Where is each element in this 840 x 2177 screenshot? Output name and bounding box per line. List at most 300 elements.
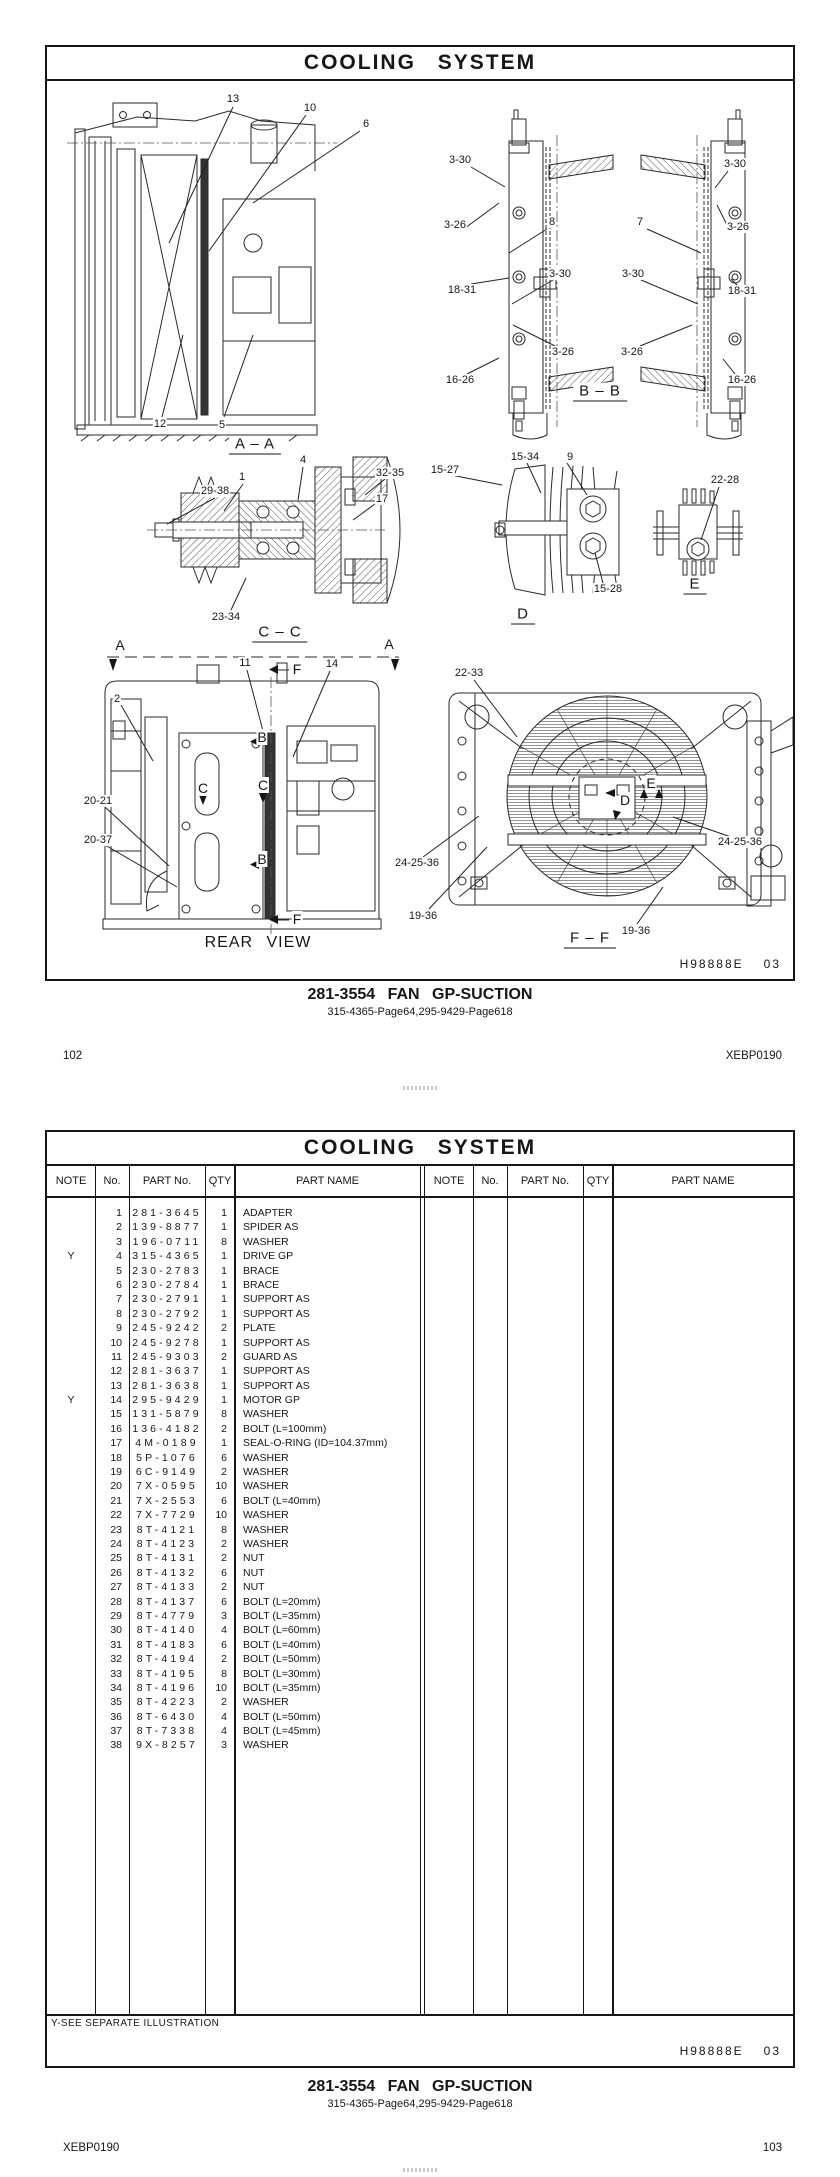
cell-qty: 1 <box>221 1307 227 1320</box>
technical-drawing <box>47 81 793 977</box>
col-header-note: NOTE <box>433 1175 465 1187</box>
figure-caption-subtitle: 315-4365-Page64,295-9429-Page618 <box>327 1006 513 1018</box>
catalog-page-103 <box>45 1130 795 2068</box>
cell-part-name: BOLT (L=50mm) <box>243 1710 321 1723</box>
cell-no: 5 <box>116 1264 122 1277</box>
rear-view-label: REAR VIEW <box>204 934 312 951</box>
cell-part-no: 5P-1076 <box>136 1451 198 1464</box>
callout-7: 7 <box>636 216 644 228</box>
table-row <box>47 1566 420 1580</box>
cell-note <box>47 1220 95 1234</box>
cell-no: 8 <box>116 1307 122 1320</box>
section-letter-c: C <box>197 780 209 796</box>
column-divider <box>612 1166 614 2014</box>
cell-note <box>47 1422 95 1436</box>
cell-note <box>47 1321 95 1335</box>
cell-note <box>47 1580 95 1594</box>
cell-part-name: BOLT (L=35mm) <box>243 1681 321 1694</box>
cell-part-name: SEAL-O-RING (ID=104.37mm) <box>243 1437 388 1450</box>
table-row <box>47 1738 420 1752</box>
cell-part-name: MOTOR GP <box>243 1394 300 1407</box>
cell-part-no: 131-5879 <box>132 1408 202 1421</box>
cell-part-no: 8T-4223 <box>136 1696 198 1709</box>
cell-no: 35 <box>110 1696 122 1709</box>
table-row <box>47 1451 420 1465</box>
cell-no: 32 <box>110 1653 122 1666</box>
cell-no: 10 <box>110 1336 122 1349</box>
table-row <box>47 1580 420 1594</box>
cell-part-no: 8T-4183 <box>136 1638 198 1651</box>
table-row <box>47 1652 420 1666</box>
cell-qty: 1 <box>221 1221 227 1234</box>
cell-no: 28 <box>110 1595 122 1608</box>
table-row <box>47 1523 420 1537</box>
illustration-area <box>47 81 793 977</box>
cell-part-name: BRACE <box>243 1278 280 1291</box>
col-header-part-no: PART No. <box>142 1175 192 1187</box>
table-row <box>47 1393 420 1407</box>
cell-part-no: 281-3645 <box>132 1207 202 1219</box>
cell-note <box>47 1307 95 1321</box>
table-row <box>47 1350 420 1364</box>
cell-note <box>47 1235 95 1249</box>
cell-no: 27 <box>110 1581 122 1594</box>
cell-part-no: 245-9242 <box>132 1322 202 1335</box>
cell-no: 22 <box>110 1509 122 1522</box>
table-row <box>47 1667 420 1681</box>
section-letter-c: C <box>257 777 269 793</box>
cell-part-no: 245-9278 <box>132 1336 202 1349</box>
view-label-aa: A – A <box>229 436 281 455</box>
cell-no: 33 <box>110 1667 122 1680</box>
doc-id-bottom: XEBP0190 <box>63 2142 120 2154</box>
cell-note: Y <box>67 1250 75 1263</box>
section-letter-f: F <box>292 661 302 677</box>
cell-no: 19 <box>110 1466 122 1479</box>
section-letter-d: D <box>619 792 631 808</box>
cell-part-name: BOLT (L=30mm) <box>243 1667 321 1680</box>
cell-qty: 2 <box>221 1350 227 1363</box>
callout-18-31: 18-31 <box>447 284 477 296</box>
callout-14: 14 <box>325 658 339 670</box>
cell-part-no: 8T-4131 <box>136 1552 198 1565</box>
col-header-part-name: PART NAME <box>296 1175 359 1187</box>
catalog-page-102 <box>45 45 795 981</box>
cell-note <box>47 1436 95 1450</box>
callout-3-30: 3-30 <box>548 268 572 280</box>
callout-18-31: 18-31 <box>727 285 757 297</box>
callout-6: 6 <box>362 118 370 130</box>
view-label-bb: B – B <box>573 383 627 402</box>
table-row <box>47 1494 420 1508</box>
cell-note: Y <box>67 1394 75 1407</box>
callout-3-26: 3-26 <box>726 221 750 233</box>
cell-part-name: SUPPORT AS <box>243 1307 310 1320</box>
cell-no: 9 <box>116 1322 122 1335</box>
cell-part-name: WASHER <box>243 1509 289 1522</box>
figure-caption <box>0 2078 840 2110</box>
cell-qty: 1 <box>221 1207 227 1219</box>
plate-number: H98888E <box>679 957 744 971</box>
callout-17: 17 <box>375 493 389 505</box>
cell-note <box>47 1451 95 1465</box>
cell-part-no: 8T-4196 <box>136 1681 198 1694</box>
callout-3-30: 3-30 <box>448 154 472 166</box>
callout-15-34: 15-34 <box>510 451 540 463</box>
callout-24-25-36: 24-25-36 <box>717 836 763 848</box>
cell-part-name: BOLT (L=60mm) <box>243 1624 321 1637</box>
cell-part-no: 8T-4137 <box>136 1595 198 1608</box>
cell-note <box>47 1278 95 1292</box>
cell-qty: 2 <box>221 1581 227 1594</box>
cell-part-name: BRACE <box>243 1264 280 1277</box>
callout-20-37: 20-37 <box>83 834 113 846</box>
table-row <box>47 1364 420 1378</box>
cell-qty: 8 <box>221 1235 227 1248</box>
cell-part-no: 8T-4195 <box>136 1667 198 1680</box>
callout-11: 11 <box>239 657 251 669</box>
cell-no: 16 <box>110 1422 122 1435</box>
callout-8: 8 <box>548 216 556 228</box>
cell-part-no: 8T-6430 <box>136 1710 198 1723</box>
table-row <box>47 1292 420 1306</box>
cell-qty: 1 <box>221 1437 227 1450</box>
cell-no: 31 <box>110 1638 122 1651</box>
col-header-no: No. <box>103 1175 121 1187</box>
view-label-d: D <box>511 606 535 625</box>
table-row <box>47 1220 420 1234</box>
table-footnote: Y-SEE SEPARATE ILLUSTRATION <box>51 2018 220 2029</box>
cell-note <box>47 1623 95 1637</box>
cell-part-name: SUPPORT AS <box>243 1365 310 1378</box>
callout-24-25-36: 24-25-36 <box>394 857 440 869</box>
plate-code <box>680 957 781 971</box>
callout-19-36: 19-36 <box>621 925 651 937</box>
cell-part-name: WASHER <box>243 1537 289 1550</box>
plate-revision: 03 <box>763 957 781 971</box>
cell-part-name: BOLT (L=40mm) <box>243 1494 321 1507</box>
cell-qty: 10 <box>215 1480 227 1493</box>
cell-part-name: BOLT (L=20mm) <box>243 1595 321 1608</box>
column-divider <box>507 1166 508 2014</box>
view-label-cc: C – C <box>252 624 307 643</box>
figure-caption-subtitle: 315-4365-Page64,295-9429-Page618 <box>327 2098 513 2110</box>
cell-note <box>47 1206 95 1220</box>
cell-part-no: 8T-7338 <box>136 1725 198 1738</box>
print-mark <box>403 1086 437 1090</box>
cell-qty: 4 <box>221 1710 227 1723</box>
callout-22-28: 22-28 <box>710 474 740 486</box>
cell-part-no: 8T-4133 <box>136 1581 198 1594</box>
table-row <box>47 1623 420 1637</box>
callout-16-26: 16-26 <box>727 374 757 386</box>
callout-19-36: 19-36 <box>408 910 438 922</box>
callout-32-35: 32-35 <box>375 467 405 479</box>
cell-part-name: BOLT (L=45mm) <box>243 1725 321 1738</box>
callout-3-26: 3-26 <box>443 219 467 231</box>
cell-qty: 1 <box>221 1250 227 1263</box>
cell-part-name: PLATE <box>243 1322 276 1335</box>
cell-part-no: 7X-7729 <box>136 1509 198 1522</box>
cell-part-no: 8T-4121 <box>136 1523 198 1536</box>
cell-part-name: NUT <box>243 1581 265 1594</box>
table-row <box>47 1479 420 1493</box>
callout-9: 9 <box>566 451 574 463</box>
cell-note <box>47 1523 95 1537</box>
callout-16-26: 16-26 <box>445 374 475 386</box>
table-row <box>47 1695 420 1709</box>
cell-qty: 6 <box>221 1566 227 1579</box>
cell-qty: 2 <box>221 1537 227 1550</box>
cell-no: 30 <box>110 1624 122 1637</box>
group-divider <box>424 1166 425 2014</box>
cell-qty: 2 <box>221 1696 227 1709</box>
column-divider <box>473 1166 474 2014</box>
cell-note <box>47 1710 95 1724</box>
figure-caption-title: 281-3554 FAN GP-SUCTION <box>307 2078 533 2095</box>
cell-no: 4 <box>116 1250 122 1263</box>
cell-part-no: 245-9303 <box>132 1350 202 1363</box>
cell-part-no: 196-0711 <box>132 1235 202 1248</box>
callout-20-21: 20-21 <box>83 795 113 807</box>
cell-part-no: 8T-4194 <box>136 1653 198 1666</box>
cell-qty: 8 <box>221 1667 227 1680</box>
table-row <box>47 1407 420 1421</box>
cell-part-no: 281-3637 <box>132 1365 202 1378</box>
table-row <box>47 1278 420 1292</box>
cell-qty: 4 <box>221 1624 227 1637</box>
print-mark <box>403 2168 437 2172</box>
table-row <box>47 1436 420 1450</box>
cell-no: 25 <box>110 1552 122 1565</box>
cell-no: 12 <box>110 1365 122 1378</box>
cell-no: 1 <box>116 1207 122 1219</box>
cell-part-no: 315-4365 <box>132 1250 202 1263</box>
col-header-qty: QTY <box>586 1175 610 1187</box>
cell-qty: 1 <box>221 1336 227 1349</box>
table-row <box>47 1710 420 1724</box>
table-row <box>47 1508 420 1522</box>
cell-no: 13 <box>110 1379 122 1392</box>
callout-13: 13 <box>226 93 240 105</box>
cell-part-no: 136-4182 <box>132 1422 202 1435</box>
cell-part-no: 8T-4132 <box>136 1566 198 1579</box>
cell-qty: 6 <box>221 1494 227 1507</box>
cell-part-no: 230-2783 <box>132 1264 202 1277</box>
cell-part-name: WASHER <box>243 1480 289 1493</box>
cell-note <box>47 1724 95 1738</box>
plate-number: H98888E <box>679 2044 744 2058</box>
callout-1: 1 <box>238 471 246 483</box>
cell-part-no: 8T-4123 <box>136 1537 198 1550</box>
callout-3-26: 3-26 <box>620 346 644 358</box>
page-title: COOLING SYSTEM <box>47 1132 793 1166</box>
cell-qty: 1 <box>221 1379 227 1392</box>
table-row <box>47 1206 420 1220</box>
cell-no: 18 <box>110 1451 122 1464</box>
col-header-qty: QTY <box>208 1175 232 1187</box>
cell-qty: 10 <box>215 1681 227 1694</box>
cell-qty: 10 <box>215 1509 227 1522</box>
figure-caption-title: 281-3554 FAN GP-SUCTION <box>307 986 533 1003</box>
cell-note <box>47 1350 95 1364</box>
cell-qty: 1 <box>221 1264 227 1277</box>
table-row <box>47 1307 420 1321</box>
cell-note <box>47 1738 95 1752</box>
cell-no: 21 <box>110 1494 122 1507</box>
table-row <box>47 1724 420 1738</box>
cell-no: 38 <box>110 1739 122 1752</box>
cell-note <box>47 1551 95 1565</box>
table-row <box>47 1551 420 1565</box>
cell-qty: 2 <box>221 1653 227 1666</box>
cell-no: 29 <box>110 1609 122 1622</box>
cell-note <box>47 1695 95 1709</box>
section-letter-b: B <box>257 851 267 867</box>
table-row <box>47 1465 420 1479</box>
cell-part-no: 8T-4779 <box>136 1609 198 1622</box>
section-letter-b: B <box>257 729 267 745</box>
cell-qty: 1 <box>221 1293 227 1306</box>
cell-note <box>47 1465 95 1479</box>
column-divider <box>583 1166 584 2014</box>
doc-id-top: XEBP0190 <box>725 1050 782 1062</box>
cell-note <box>47 1681 95 1695</box>
cell-qty: 1 <box>221 1365 227 1378</box>
cell-no: 23 <box>110 1523 122 1536</box>
cell-note <box>47 1652 95 1666</box>
callout-29-38: 29-38 <box>200 485 230 497</box>
cell-part-name: SUPPORT AS <box>243 1379 310 1392</box>
col-header-part-no: PART No. <box>520 1175 570 1187</box>
header-separator <box>47 1196 793 1198</box>
cell-qty: 6 <box>221 1595 227 1608</box>
cell-note <box>47 1609 95 1623</box>
cell-no: 14 <box>110 1394 122 1407</box>
cell-part-no: 281-3638 <box>132 1379 202 1392</box>
callout-3-30: 3-30 <box>723 158 747 170</box>
cell-note <box>47 1479 95 1493</box>
cell-qty: 8 <box>221 1523 227 1536</box>
cell-qty: 1 <box>221 1278 227 1291</box>
cell-qty: 3 <box>221 1739 227 1752</box>
callout-22-33: 22-33 <box>454 667 484 679</box>
cell-note <box>47 1508 95 1522</box>
callout-15-28: 15-28 <box>593 583 623 595</box>
cell-qty: 3 <box>221 1609 227 1622</box>
cell-no: 26 <box>110 1566 122 1579</box>
col-header-part-name: PART NAME <box>671 1175 735 1187</box>
parts-table <box>47 1166 793 2016</box>
cell-no: 36 <box>110 1710 122 1723</box>
figure-caption <box>0 986 840 1018</box>
table-row <box>47 1264 420 1278</box>
table-row <box>47 1422 420 1436</box>
cell-part-name: WASHER <box>243 1696 289 1709</box>
cell-qty: 2 <box>221 1466 227 1479</box>
cell-no: 34 <box>110 1681 122 1694</box>
section-letter-a: A <box>115 637 125 653</box>
callout-3-26: 3-26 <box>551 346 575 358</box>
cell-no: 24 <box>110 1537 122 1550</box>
table-row <box>47 1336 420 1350</box>
cell-no: 37 <box>110 1725 122 1738</box>
table-row <box>47 1321 420 1335</box>
cell-part-name: BOLT (L=100mm) <box>243 1422 327 1435</box>
callout-5: 5 <box>218 419 226 431</box>
cell-part-name: DRIVE GP <box>243 1250 294 1263</box>
cell-note <box>47 1566 95 1580</box>
cell-note <box>47 1264 95 1278</box>
table-row <box>47 1595 420 1609</box>
col-header-no: No. <box>481 1175 499 1187</box>
table-row <box>47 1249 420 1263</box>
cell-note <box>47 1364 95 1378</box>
cell-note <box>47 1537 95 1551</box>
cell-part-name: BOLT (L=40mm) <box>243 1638 321 1651</box>
cell-part-no: 230-2784 <box>132 1278 202 1291</box>
col-header-note: NOTE <box>55 1175 87 1187</box>
table-row <box>47 1379 420 1393</box>
cell-no: 7 <box>116 1293 122 1306</box>
view-label-e: E <box>683 576 706 595</box>
cell-part-name: NUT <box>243 1566 265 1579</box>
cell-part-no: 9X-8257 <box>136 1739 198 1752</box>
table-row <box>47 1638 420 1652</box>
cell-part-name: SPIDER AS <box>243 1221 299 1234</box>
cell-part-name: BOLT (L=50mm) <box>243 1653 321 1666</box>
cell-part-name: WASHER <box>243 1466 289 1479</box>
view-label-ff: F – F <box>564 930 616 949</box>
callout-15-27: 15-27 <box>430 464 460 476</box>
cell-note <box>47 1379 95 1393</box>
cell-qty: 1 <box>221 1394 227 1407</box>
cell-qty: 6 <box>221 1451 227 1464</box>
cell-note <box>47 1638 95 1652</box>
page-title: COOLING SYSTEM <box>47 47 793 81</box>
cell-no: 15 <box>110 1408 122 1421</box>
cell-part-name: NUT <box>243 1552 265 1565</box>
cell-note <box>47 1494 95 1508</box>
cell-part-name: ADAPTER <box>243 1207 293 1219</box>
cell-part-name: WASHER <box>243 1451 289 1464</box>
page-number-103: 103 <box>762 2142 782 2154</box>
cell-part-no: 139-8877 <box>132 1221 202 1234</box>
callout-23-34: 23-34 <box>211 611 241 623</box>
cell-note <box>47 1292 95 1306</box>
cell-qty: 6 <box>221 1638 227 1651</box>
parts-table-rows <box>47 1206 420 1753</box>
table-row <box>47 1609 420 1623</box>
cell-part-name: GUARD AS <box>243 1350 298 1363</box>
cell-no: 20 <box>110 1480 122 1493</box>
cell-no: 11 <box>111 1350 122 1363</box>
cell-qty: 2 <box>221 1422 227 1435</box>
cell-part-no: 230-2792 <box>132 1307 202 1320</box>
callout-4: 4 <box>299 454 307 466</box>
cell-part-name: WASHER <box>243 1739 289 1752</box>
callout-10: 10 <box>303 102 317 114</box>
cell-part-name: WASHER <box>243 1408 289 1421</box>
table-row <box>47 1537 420 1551</box>
cell-part-name: SUPPORT AS <box>243 1336 310 1349</box>
cell-qty: 4 <box>221 1725 227 1738</box>
section-letter-a: A <box>384 636 394 652</box>
cell-part-no: 295-9429 <box>132 1394 202 1407</box>
cell-part-no: 6C-9149 <box>135 1466 199 1479</box>
cell-no: 17 <box>110 1437 122 1450</box>
cell-no: 3 <box>116 1235 122 1248</box>
